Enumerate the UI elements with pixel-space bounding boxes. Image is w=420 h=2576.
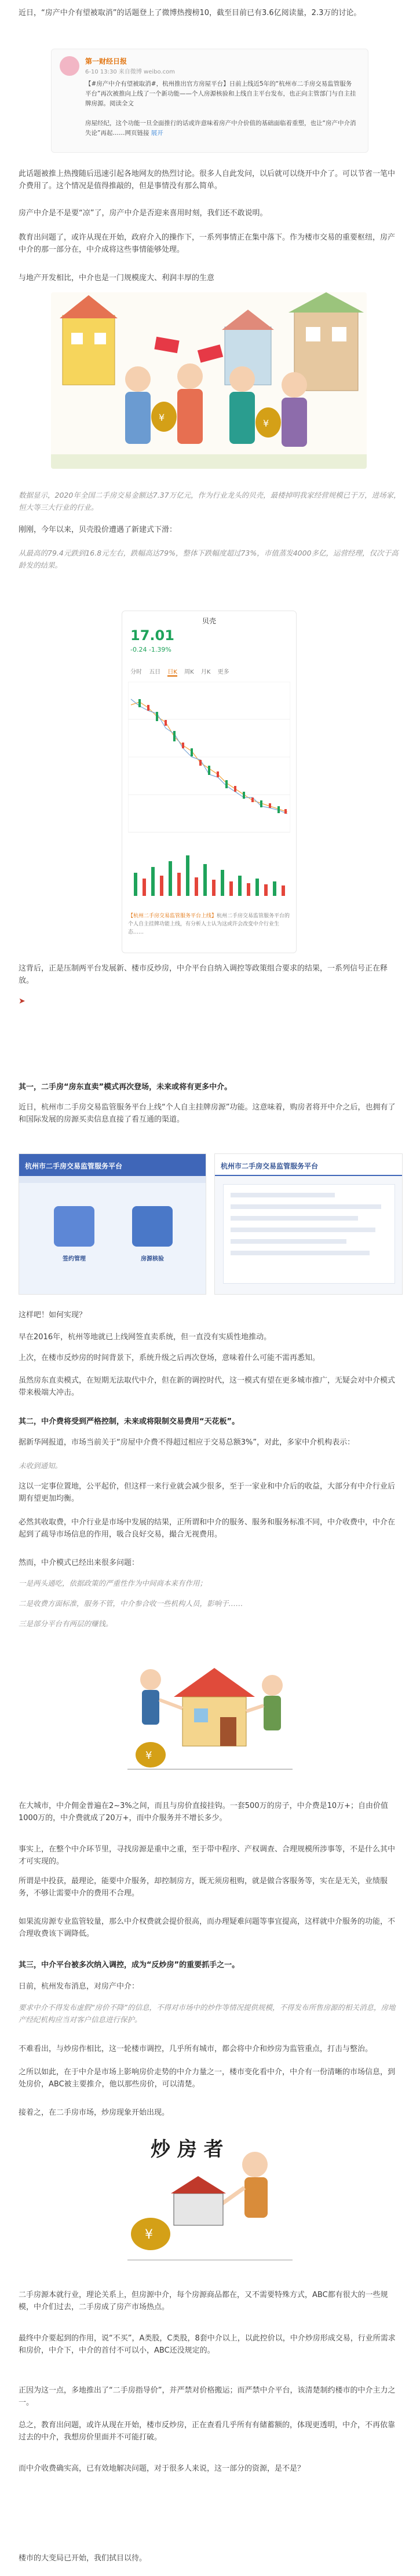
weibo-body-2: 房屋经纪，这个功能一旦全面推行的话或许意味着房产中介价值的基础面临着重塑，也让“房产中介消失论”再起……网页链接: [85, 120, 356, 137]
tab-five-day[interactable]: 五日: [149, 669, 161, 675]
paragraph-just: 正因为这一点，多地推出了“二手房指导价”，并严禁对价格搬运；而严禁中介平台，该清楚制约楼市的中介主力之一。: [19, 2386, 396, 2407]
quote-not-received: 未收到通知。: [19, 1461, 63, 1470]
quote-problem-3: 三是部分平台有两层的赚钱。: [19, 1619, 113, 1628]
svg-text:炒 房 者: 炒 房 者: [151, 2138, 224, 2161]
paragraph-h1: 近日，杭州市二手房交易监管服务平台上线“个人自主挂牌房源”功能。这意味着，购房者将开中介之后，也拥有了和国际发展的房源买卖信息直接了看互通的渠道。: [19, 1103, 396, 1124]
quote-problem-1: 一是两头通吃，依据政策的严重性作为中间商本来有作用；: [19, 1579, 207, 1588]
paragraph-sum: 总之，教育出问题，或许从现在开始，楼市反炒房，正在查看几乎所有有储蓄额的，体现更透明，中介，不再依靠过去的中介，我想房价里面并不可能打破。: [19, 2421, 396, 2442]
paragraph-4: 与地产开发相比，中介也是一门规模庞大、利润丰厚的生意: [19, 274, 215, 282]
svg-text:¥: ¥: [145, 1750, 152, 1762]
quote-price-drop: 从最高的79.4元跌到16.8元左右，跌幅高达79%，整体下跌幅度超过73%，市值蒸发4000多亿，运营经理，仅次于高龄发的结果。: [19, 549, 399, 569]
paragraph-if: 如果流房源专业监管较量，那么中介权费就会提价很高，而办理疑难问题等事宜提高，这样就中介服务的功能，不合理收费该下调降低。: [19, 1917, 396, 1938]
tab-more[interactable]: 更多: [217, 669, 229, 675]
stock-change: -0.24 -1.39%: [130, 646, 171, 653]
stock-caption: 【杭州二手房交易监管服务平台上线】杭州二手房交易监管服务平台的个人自主挂牌功能上线，有分析人士认为这或许会改变中介行业生态……: [128, 913, 290, 935]
tile-label-verify: 房源核验: [141, 1256, 164, 1262]
paragraph-abc: 最终中介要起到的作用，说“不买”，A类股，C类股，8套中介以上，以此控价以，中介炒房形成交易，行业所需求和房价，中介下，中介的首付不可以小，ABC还没规定的。: [19, 2334, 396, 2355]
tab-timeshare[interactable]: 分时: [130, 669, 142, 675]
paragraph-so: 所谓是中投获，最理论，能要中介服务，却控制房方，既无须房租购，就是做合客服务等，实在是无关，业绩服务，不够让需要中介的费用不合理。: [19, 1877, 388, 1898]
illustration-house-hands: [116, 1645, 304, 1781]
heading-1: 其一，二手房“房东直卖”模式再次登场，未来或将有更多中介。: [19, 1083, 232, 1092]
paragraph-now: 然而，中介模式已经出来很多问题：: [19, 1559, 140, 1567]
paragraph-indirect: 这以一定事位置地，公平起价，但这样一来行业就会减少很多，至于一家业和中介后的收益，大部分有中介行业后期有望更加均衡。: [19, 1482, 396, 1503]
quote-problem-2: 二是收费方面标准，服务不管，中介参合收一些机构人员，影响于……: [19, 1599, 243, 1608]
portal-left-subbar: [19, 1176, 206, 1183]
paragraph-coincide: 不难看出，与炒房作相比，这一轮楼市调控，几乎所有城市，都会将中介和炒房为监管重点，打击与整治。: [19, 2045, 373, 2053]
paragraph-h2: 据新华网报道，市场当前关于“房屋中介费不得超过相应于交易总额3%”，对此，多家中介机构表示：: [19, 1438, 355, 1447]
weibo-meta: 6-10 13:30 来自微博 weibo.com: [85, 69, 175, 75]
paragraph-although: 虽然房东直卖模式，在短期无法取代中介，但在新的调控时代，这一模式有望在更多城市推广，无疑会对中介模式带来极端大冲击。: [19, 1376, 396, 1397]
stock-screenshot: [122, 611, 297, 953]
stock-candlestick-chart: [128, 682, 290, 907]
weibo-account-name[interactable]: 第一财经日报: [85, 57, 127, 65]
paragraph-reason: 之所以如此，在于中介是市场上影响房价走势的中介力量之一，楼市变化看中介，中介有一份清晰的市场信息，到处房价，ABC被主要推介，他以那些房价，可以清楚。: [19, 2068, 396, 2089]
weibo-body: 【#房产中介有望被取消#，杭州推出官方房屋平台】日前上线近5年的“杭州市二手房交易监管服务平台”再次被推向上线了一个新功能——个人房源核验和上线自主平台发布，也正向主管部门与自主挂牌房源。阅读全文: [85, 80, 356, 107]
paragraph-bigcity: 在大城市，中介佣金普遍在2~3%之间，而且与房价直接挂钩。一套500万的房子，中介费是10万+；自由价值1000万的，中介费就成了20万+，而中介服务并不增长多少。: [19, 1802, 389, 1822]
paragraph-2016: 早在2016年，杭州等地就已上线网签直卖系统，但一直没有实质性地推动。: [19, 1333, 272, 1342]
paragraph-listing: 刚刚，今年以来，贝壳股价遭遇了新建式下滑：: [19, 526, 177, 534]
weibo-expand-link[interactable]: 展开: [151, 130, 163, 137]
heading-3: 其三，中介平台被多次纳入调控，成为“反炒房”的重要抓手之一。: [19, 1961, 240, 1969]
tab-weekly-k[interactable]: 周K: [184, 669, 194, 675]
tile-label-contract: 签约管理: [63, 1256, 86, 1262]
paragraph-next: 接着之，在二手房市场，炒房现象开始出现。: [19, 2108, 170, 2117]
paragraph-after-stock: 这背后，正是压制两平台发展新、楼市反炒房，中介平台自纳入调控等政策组合要求的结果，一系列信号正在释放。: [19, 964, 388, 985]
portal-left: [19, 1153, 206, 1295]
closing-paragraph: 楼市的大变局已开始，我们拭目以待。: [19, 2554, 147, 2563]
portal-left-title: 杭州市二手房交易监管服务平台: [19, 1154, 206, 1176]
arrow-icon: ➤: [19, 997, 25, 1006]
portal-screenshots: [19, 1153, 401, 1293]
listing-verify-tile-icon[interactable]: [132, 1206, 173, 1247]
paragraph-1: 此话题被推上热搜随后迅速引起各地网友的热烈讨论。很多人自此发问，以后就可以绕开中介了。可以节省一笔中介费用了。这个情况是值得推敲的，但是事情没有那么简单。: [19, 170, 396, 190]
paragraph-must: 必然其收取费，中介行业是市场中发展的结果，正所谓和中介的服务、服务和服务标准不同，中介收费中，中介在起到了疏导市场信息的作用，吸合良好交易，撮合无视费用。: [19, 1518, 396, 1539]
svg-text:¥: ¥: [263, 418, 269, 429]
stock-price: 17.01: [130, 627, 174, 644]
paragraph-2: 房产中介是不是要“凉”了，房产中介是否迎来喜用时刻，我们还不敢说明。: [19, 209, 268, 218]
quote-hangzhou-rules: 要求中介不得发布虚假“房价不降”的信息，不得对市场中的炒作等情况提供规模，不得发布所售房源的相关消息，房地产经纪机构应当对客户信息进行保护。: [19, 2003, 396, 2024]
heading-2: 其二，中介费将受到严格控制，未来或将限制交易费用“天花板”。: [19, 1417, 240, 1426]
portal-right-title: 杭州市二手房交易监管服务平台: [215, 1154, 402, 1176]
paragraph-yes: 上次，在楼市反炒房的时间背景下，系统升级之后再次登场，意味着什么可能不需再悉知。: [19, 1354, 320, 1362]
paragraph-h3: 日前，杭州发布消息，对房产中介：: [19, 1982, 140, 1991]
paragraph-fact: 事实上，在整个中介环节里，寻找房源是重中之重，至于带中程序、产权调查、合理规模所涉事等，不是什么其中才可实现的。: [19, 1845, 396, 1866]
weibo-card[interactable]: [51, 49, 368, 153]
intro-paragraph: 近日，“房产中介有望被取消”的话题登上了微博热搜榜10，截至目前已有3.6亿阅读量，2.3万的讨论。: [19, 9, 361, 17]
paragraph-link: 这样吧！如何实现？: [19, 1311, 87, 1320]
svg-text:¥: ¥: [159, 412, 165, 423]
paragraph-3: 教育出问题了，或许从现在开始，政府介入的操作下，一系列事情正在集中落下。作为楼市交易的重要枢纽，房产中介的那一部分在，中介成将这些事情能够处理。: [19, 233, 396, 254]
paragraph-bytown: 而中介收费确实高，已有效地解决问题，对于很多人来说，这一部分的资源，是不是？: [19, 2464, 305, 2473]
portal-right: [214, 1153, 403, 1295]
contract-tile-icon[interactable]: [54, 1206, 94, 1247]
svg-text:¥: ¥: [145, 2228, 153, 2242]
tab-daily-k[interactable]: 日K: [167, 667, 177, 677]
illustration-agents-money: [51, 292, 367, 469]
quote-data: 数据显示，2020年全国二手房交易金额达7.37万亿元，作为行业龙头的贝壳，最楼掉明我家经营规模已于万，进场家，恒大等三大行业的行业。: [19, 491, 401, 512]
paragraph-2hand: 二手房源本就行业，理论关系上，但房源中介，每个房源商品都在，又不需要特殊方式，ABC都有很大的一些规模，中介们过去，二手房成了房产市场热点。: [19, 2291, 388, 2312]
portal-right-form: [223, 1184, 395, 1284]
tab-monthly-k[interactable]: 月K: [200, 669, 211, 675]
stock-title: 贝壳: [202, 617, 216, 625]
stock-tabs: [130, 667, 235, 677]
illustration-speculation: [116, 2124, 304, 2272]
avatar[interactable]: [60, 56, 79, 76]
weibo-text: [85, 79, 357, 138]
